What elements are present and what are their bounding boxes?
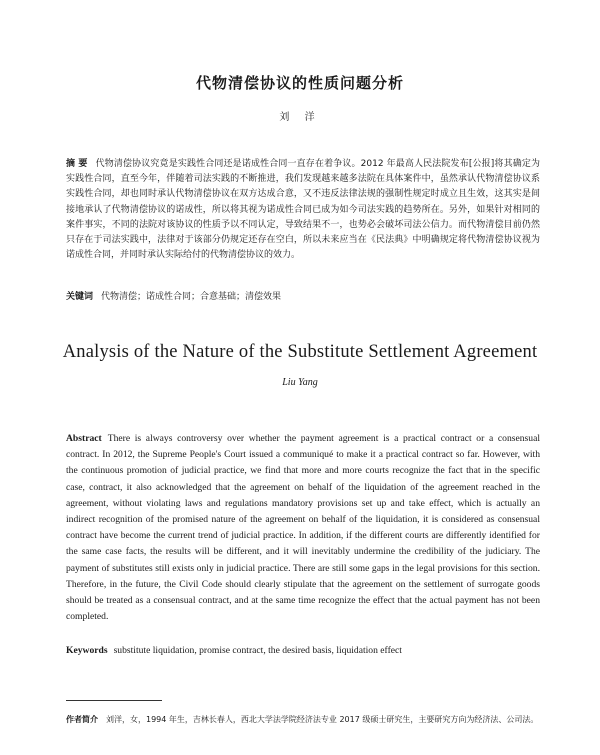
chinese-keywords-label: 关键词 xyxy=(66,292,94,302)
footnote-text: 刘洋，女，1994 年生，吉林长春人，西北大学法学院经济法专业 2017 级硕士研究生，主要研究方向为经济法、公司法。 xyxy=(106,715,539,724)
english-keywords xyxy=(66,643,540,658)
chinese-title: 代物清偿协议的性质问题分析 xyxy=(195,74,404,92)
english-abstract xyxy=(66,431,540,625)
english-title: Analysis of the Nature of the Substitute Settlement Agreement xyxy=(62,342,538,362)
chinese-abstract-text: 代物清偿协议究竟是实践性合同还是诺成性合同一直存在着争议。2012 年最高人民法院发布[公报]将其确定为实践性合同，直至今年，伴随着司法实践的不断推进，我们发现越来越多法院在具体案件中，虽然承认代物清偿协议系实践性合同，却也同时承认代物清偿协议在双方达成合意，又不违反法律法规的强制性规定时成立且生效，这其实是间接地承认了代物清偿协议的诺成性，所以将其视为诺成性合同已成为如今司法实践的趋势所在。另外，如果针对相同的案件事实，不同的法院对该协议的性质予以不同认定，导致结果不一，也势必会破坏司法公信力。而代物清偿目前仍然只存在于司法实践中，法律对于该部分仍规定还存在空白，所以未来应当在《民法典》中明确规定将代物清偿协议视为诺成性合同，并同时承认实际给付的代物清偿协议的效力。 xyxy=(66,159,540,261)
english-keywords-label: Keywords xyxy=(66,645,108,656)
english-keywords-text: substitute liquidation, promise contract, the desired basis, liquidation effect xyxy=(113,645,402,656)
chinese-abstract-label: 摘 要 xyxy=(66,159,88,169)
footnote-divider xyxy=(66,700,162,701)
english-author: Liu Yang xyxy=(282,377,318,388)
chinese-keywords-text: 代物清偿；诺成性合同；合意基础；清偿效果 xyxy=(101,292,282,302)
author-bio-footnote xyxy=(66,713,540,727)
english-abstract-label: Abstract xyxy=(66,433,102,444)
english-abstract-text: There is always controversy over whether the payment agreement is a practical contract or a consensual contract. In 2012, the Supreme People's Court issued a communiqué to make it a practical contract so far. However, with the continuous promotion of judicial practice, we find that more and more courts recognize the fact that in the specific case, contract, it also acknowledged that the agreement on behalf of the liquidation of the agreement reached in the agreement, without violating laws and regulations mandatory provisions set up and take effect, which is actually an indirect recognition of the promised nature of the agreement on behalf of the liquidation, it is considered as consensual contract have become the current trend of judicial practice. In addition, if the different courts are differently identified for the same case facts, the results will be different, and it will inevitably undermine the credibility of the judiciary. The payment of substitutes still exists only in judicial practice. There are still some gaps in the legal provisions for this section. Therefore, in the future, the Civil Code should clearly stipulate that the agreement on the settlement of surrogate goods should be treated as a consensual contract, and at the same time recognize the effect that the actual payment has not been completed. xyxy=(66,433,540,623)
footnote-label: 作者简介 xyxy=(66,715,98,724)
chinese-keywords xyxy=(66,290,540,305)
chinese-abstract xyxy=(66,157,540,263)
chinese-author: 刘 洋 xyxy=(279,112,321,123)
